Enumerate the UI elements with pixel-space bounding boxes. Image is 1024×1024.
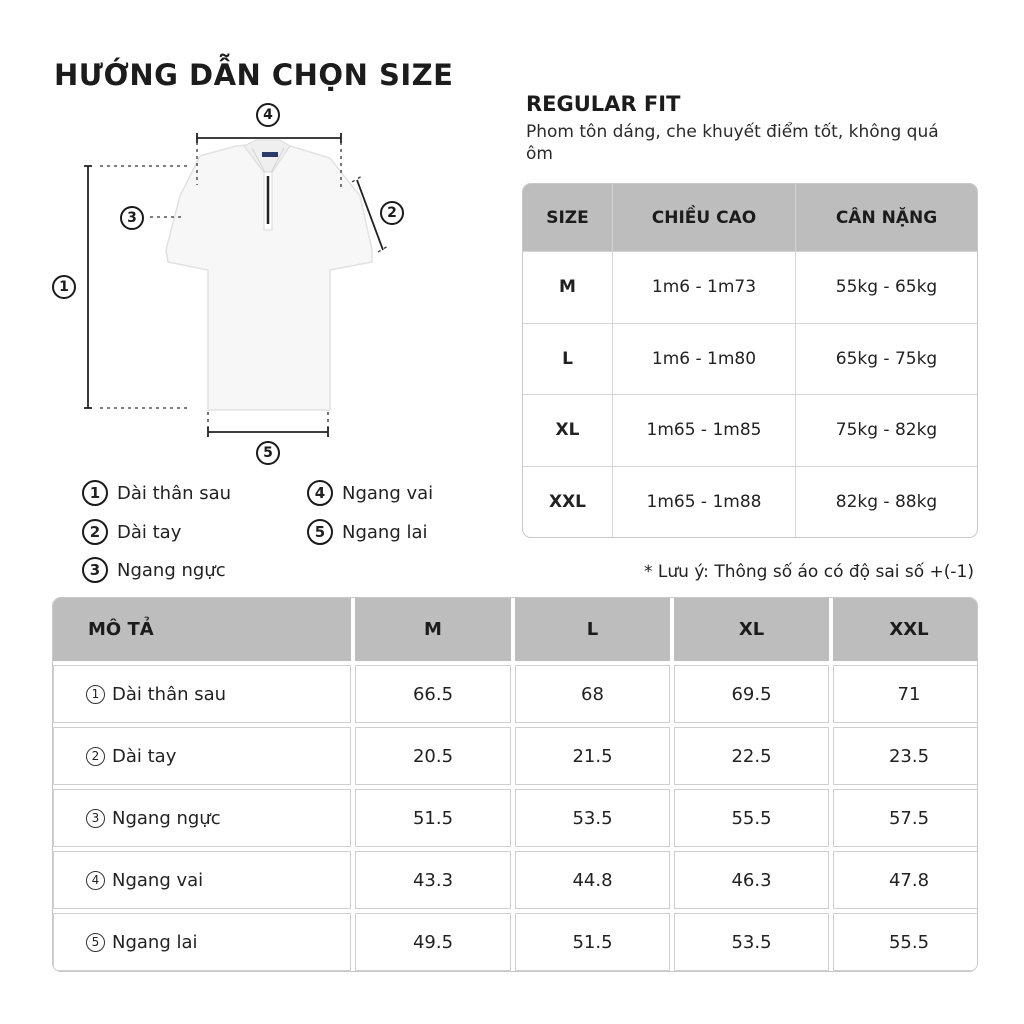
- legend-number: 4: [307, 480, 333, 506]
- measure-value: 47.8: [833, 851, 978, 909]
- measure-value: 46.3: [674, 851, 829, 909]
- size-table-header: SIZE: [523, 184, 612, 251]
- measure-table-header: L: [515, 598, 670, 661]
- measure-value: 53.5: [674, 913, 829, 971]
- measure-label-cell: [53, 851, 351, 909]
- legend-number: 5: [307, 519, 333, 545]
- measure-value: 51.5: [355, 789, 511, 847]
- legend-item: [82, 519, 181, 545]
- measure-label: Ngang ngực: [112, 807, 221, 829]
- measure-label-cell: [53, 913, 351, 971]
- measure-table-header: XL: [674, 598, 829, 661]
- fit-description: Phom tôn dáng, che khuyết điểm tốt, không quá ôm: [526, 122, 939, 164]
- fit-title: REGULAR FIT: [526, 92, 681, 116]
- measure-table-header: M: [355, 598, 511, 661]
- measure-value: 49.5: [355, 913, 511, 971]
- measure-value: 71: [833, 665, 978, 723]
- legend-number: 2: [82, 519, 108, 545]
- weight-cell: 55kg - 65kg: [796, 252, 977, 323]
- measure-number: 1: [86, 685, 105, 704]
- size-table: [522, 183, 978, 538]
- measure-value: 55.5: [674, 789, 829, 847]
- measure-value: 66.5: [355, 665, 511, 723]
- measure-value: 57.5: [833, 789, 978, 847]
- measure-label: Dài tay: [112, 745, 177, 767]
- height-cell: 1m6 - 1m73: [613, 252, 795, 323]
- weight-cell: 65kg - 75kg: [796, 324, 977, 395]
- marker-5: 5: [256, 441, 280, 465]
- height-cell: 1m6 - 1m80: [613, 324, 795, 395]
- measure-number: 3: [86, 809, 105, 828]
- measure-label-cell: [53, 665, 351, 723]
- measure-label: Ngang vai: [112, 869, 204, 891]
- marker-1: 1: [52, 275, 76, 299]
- marker-3: 3: [120, 206, 144, 230]
- legend-number: 3: [82, 557, 108, 583]
- tolerance-note: * Lưu ý: Thông số áo có độ sai số +(-1): [644, 562, 974, 582]
- measure-value: 20.5: [355, 727, 511, 785]
- measure-label-cell: [53, 727, 351, 785]
- marker-4: 4: [256, 103, 280, 127]
- size-cell: XL: [523, 395, 612, 466]
- legend-number: 1: [82, 480, 108, 506]
- measure-value: 69.5: [674, 665, 829, 723]
- size-table-header: CHIỀU CAO: [613, 184, 795, 251]
- size-cell: L: [523, 324, 612, 395]
- measure-value: 53.5: [515, 789, 670, 847]
- legend-item: [82, 557, 226, 583]
- size-table-header: CÂN NẶNG: [796, 184, 977, 251]
- height-cell: 1m65 - 1m88: [613, 467, 795, 538]
- measure-value: 23.5: [833, 727, 978, 785]
- weight-cell: 82kg - 88kg: [796, 467, 977, 538]
- marker-2: 2: [380, 201, 404, 225]
- measure-table-header: MÔ TẢ: [53, 598, 351, 661]
- size-cell: M: [523, 252, 612, 323]
- measure-value: 22.5: [674, 727, 829, 785]
- measure-value: 43.3: [355, 851, 511, 909]
- measure-value: 21.5: [515, 727, 670, 785]
- measurement-table: [52, 597, 978, 972]
- legend-label: Ngang vai: [342, 482, 434, 504]
- legend-label: Dài thân sau: [117, 482, 232, 504]
- height-cell: 1m65 - 1m85: [613, 395, 795, 466]
- measure-number: 5: [86, 933, 105, 952]
- shirt-diagram: [0, 0, 520, 480]
- measure-number: 4: [86, 871, 105, 890]
- measure-value: 68: [515, 665, 670, 723]
- legend-item: [82, 480, 231, 506]
- measure-value: 51.5: [515, 913, 670, 971]
- legend-label: Ngang lai: [342, 521, 428, 543]
- size-cell: XXL: [523, 467, 612, 538]
- measure-value: 55.5: [833, 913, 978, 971]
- measure-label-cell: [53, 789, 351, 847]
- measure-label: Dài thân sau: [112, 683, 227, 705]
- measure-label: Ngang lai: [112, 931, 198, 953]
- legend-item: [307, 519, 428, 545]
- shirt-illustration: [0, 0, 520, 480]
- measure-table-header: XXL: [833, 598, 978, 661]
- legend-label: Dài tay: [117, 521, 182, 543]
- legend-item: [307, 480, 433, 506]
- weight-cell: 75kg - 82kg: [796, 395, 977, 466]
- measure-value: 44.8: [515, 851, 670, 909]
- legend-label: Ngang ngực: [117, 559, 226, 581]
- measure-number: 2: [86, 747, 105, 766]
- page-title: HƯỚNG DẪN CHỌN SIZE: [54, 58, 454, 92]
